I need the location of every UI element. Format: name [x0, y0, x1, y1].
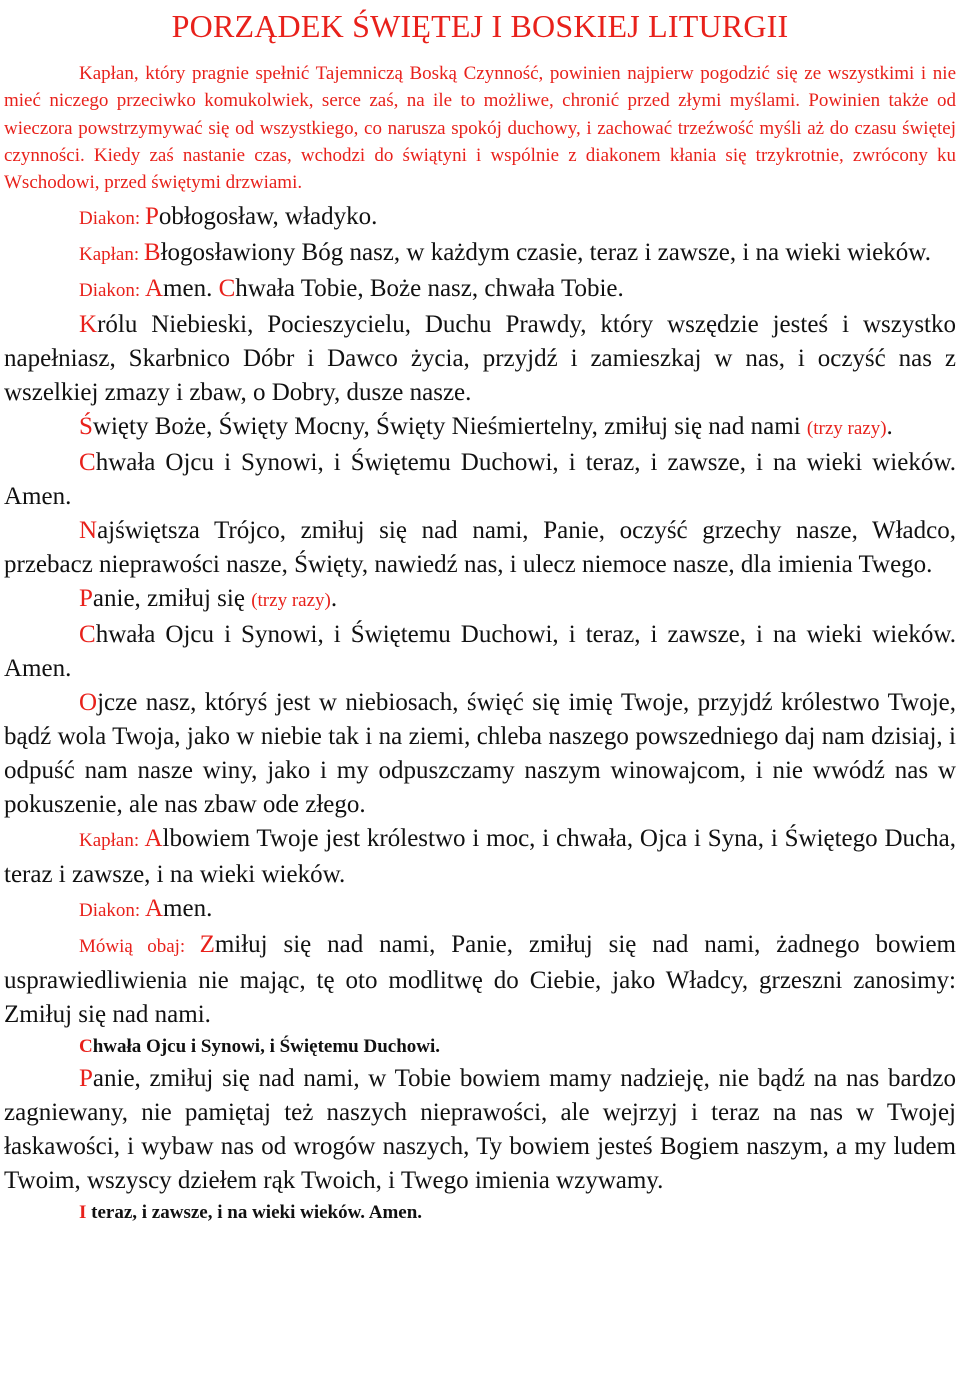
paragraph-text: jcze nasz, któryś jest w niebiosach, święć się imię Twoje, przyjdź królestwo Twoje, bądź wola Twoja, jako w niebie tak i na ziemi, chleba naszego powszedniego daj nam dzisiaj, i odpuść nam nasze winy, jako i my odpuszczamy naszym winowajcom, i nie wwódź nas w pokuszenie, ale nas zbaw ode złego.	[4, 689, 956, 819]
initial-letter: N	[79, 517, 98, 545]
initial-letter: C	[79, 1036, 93, 1058]
prayer-glory	[4, 446, 956, 514]
role-label: Diakon:	[79, 900, 145, 922]
paragraph-text: więty Boże, Święty Mocny, Święty Nieśmiertelny, zmiłuj się nad nami	[92, 413, 807, 441]
dialogue-priest-blessed	[4, 236, 956, 272]
initial-letter: I	[79, 1202, 87, 1224]
initial-letter: P	[144, 203, 159, 231]
paragraph-text: lbowiem Twoje jest królestwo i moc, i chwała, Ojca i Syna, i Świętego Ducha, teraz i zawsze, i na wieki wieków.	[4, 825, 956, 889]
paragraph-text: łogosławiony Bóg nasz, w każdym czasie, teraz i zawsze, i na wieki wieków.	[160, 239, 931, 267]
paragraph-text: rólu Niebieski, Pocieszycielu, Duchu Prawdy, który wszędzie jesteś i wszystko napełniasz, Skarbnico Dóbr i Dawco życia, przyjdź i zamieszkaj w nas, i oczyść nas z wszelkiej zmazy i zbaw, o Dobry, dusze nasze.	[4, 311, 956, 407]
initial-letter: O	[79, 689, 98, 717]
rubric-note: (trzy razy)	[806, 418, 887, 440]
paragraph-text: hwała Ojcu i Synowi, i Świętemu Duchowi, i teraz, i zawsze, i na wieki wieków. Amen.	[4, 449, 956, 511]
dialogue-deacon-amen	[4, 272, 956, 308]
initial-letter: K	[79, 311, 98, 339]
paragraph-text: .	[330, 585, 338, 613]
prayer-lord-mercy-hope	[4, 1062, 956, 1198]
initial-letter: C	[218, 275, 236, 303]
role-label: Diakon:	[79, 208, 145, 230]
intro-rubric: Kapłan, który pragnie spełnić Tajemniczą Boską Czynność, powinien najpierw pogodzić się ze wszystkimi i nie mieć niczego przeciwko komukolwiek, serce zaś, na ile to możliwe, chronić przed złymi myślami. Powinien także od wieczora powstrzymywać się od wszystkiego, co narusza spokój duchowy, i zachować trzeźwość myśli aż do czasu świętej czynności. Kiedy zaś nastanie czas, wchodzi do świątyni i wspólnie z diakonem kłania się trzykrotnie, zwrócony ku Wschodowi, przed świętymi drzwiami.	[4, 63, 956, 194]
role-label: Kapłan:	[79, 244, 144, 266]
paragraph-text: men.	[163, 895, 213, 923]
paragraph-text: hwała Ojcu i Synowi, i Świętemu Duchowi, i teraz, i zawsze, i na wieki wieków. Amen.	[4, 621, 956, 683]
dialogue-both-mercy	[4, 928, 956, 1032]
role-label: Diakon:	[79, 280, 145, 302]
initial-letter: Z	[199, 931, 215, 959]
paragraph-text: hwała Tobie, Boże nasz, chwała Tobie.	[235, 275, 624, 303]
paragraph-text: anie, zmiłuj się	[92, 585, 252, 613]
initial-letter: C	[79, 621, 96, 649]
document-title: PORZĄDEK ŚWIĘTEJ I BOSKIEJ LITURGII	[171, 8, 789, 44]
initial-letter: C	[79, 449, 96, 477]
dialogue-priest-doxology	[4, 822, 956, 892]
paragraph-text: anie, zmiłuj się nad nami, w Tobie bowiem mamy nadzieję, nie bądź na nas bardzo zagniewany, nie pamiętaj też naszych nieprawości, ale wejrzyj i teraz na nas w Twojej łaskawości, i wybaw nas od wrogów naszych, Ty bowiem jesteś Bogiem naszym, a my ludem Twoim, wszyscy dziełem rąk Twoich, i Twego imienia wzywamy.	[4, 1065, 956, 1195]
initial-letter: P	[79, 1065, 93, 1093]
role-label: Kapłan:	[79, 830, 145, 852]
paragraph-text: miłuj się nad nami, Panie, zmiłuj się nad nami, żadnego bowiem usprawiedliwienia nie mając, tę oto modlitwę do Ciebie, jako Władcy, grzeszni zanosimy: Zmiłuj się nad nami.	[4, 931, 956, 1029]
dialogue-deacon-bless	[4, 200, 956, 236]
rubric-note: (trzy razy)	[251, 590, 331, 612]
initial-letter: P	[79, 585, 93, 613]
paragraph-text: obłogosław, władyko.	[158, 203, 378, 231]
bold-glory-line	[4, 1032, 956, 1062]
prayer-glory-2	[4, 618, 956, 686]
paragraph-text: .	[886, 413, 893, 441]
dialogue-deacon-amen-2	[4, 892, 956, 928]
prayer-holy-trinity	[4, 514, 956, 582]
prayer-lord-have-mercy	[4, 582, 956, 618]
paragraph-text: hwała Ojcu i Synowi, i Świętemu Duchowi.	[92, 1036, 441, 1058]
initial-letter: B	[143, 239, 161, 267]
prayer-our-father	[4, 686, 956, 822]
prayer-heavenly-king	[4, 308, 956, 410]
paragraph-text: ajświętsza Trójco, zmiłuj się nad nami, Panie, oczyść grzechy nasze, Władco, przebacz nieprawości nasze, Święty, nawiedź nas, i ulecz niemoce nasze, dla imienia Twego.	[4, 517, 956, 579]
bold-now-and-ever-line	[4, 1198, 956, 1228]
initial-letter: Ś	[79, 413, 93, 441]
initial-letter: A	[144, 895, 164, 923]
paragraph-text: teraz, i zawsze, i na wieki wieków. Amen.	[86, 1202, 423, 1224]
role-label: Mówią obaj:	[79, 936, 200, 958]
initial-letter: A	[144, 275, 164, 303]
paragraph-text: men.	[163, 275, 219, 303]
initial-letter: A	[144, 825, 163, 853]
prayer-trisagion	[4, 410, 956, 446]
